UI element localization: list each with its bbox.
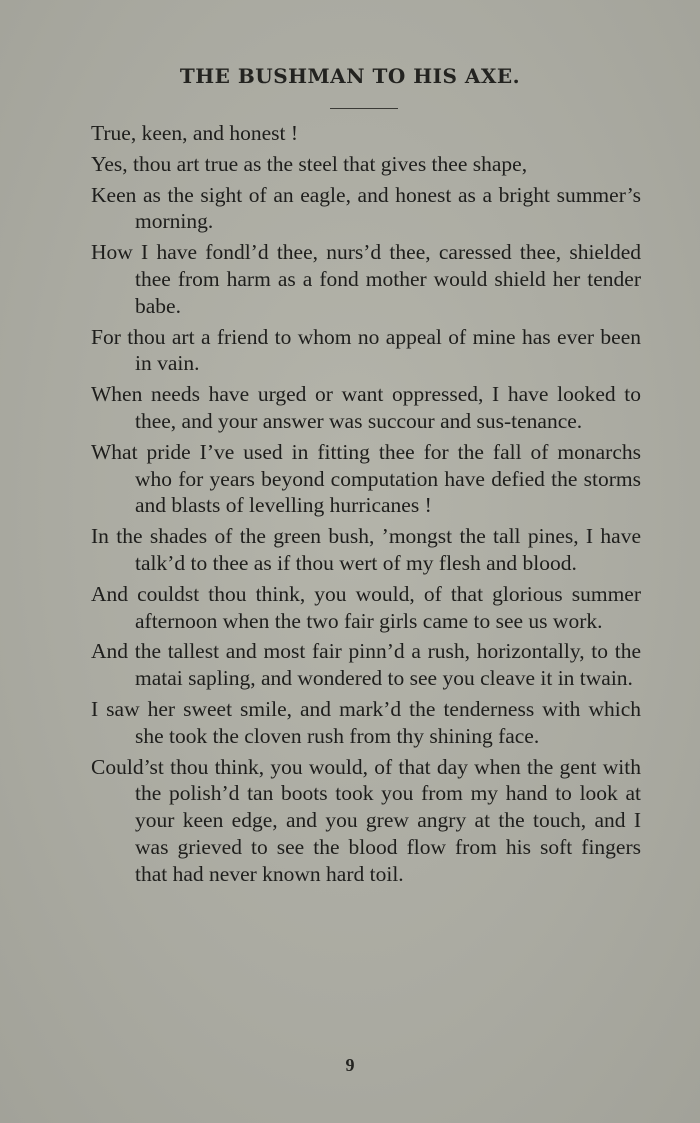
poem-line: And couldst thou think, you would, of that glorious summer afternoon when the two fair girls came to see us work.	[91, 581, 641, 633]
poem-line: Could’st thou think, you would, of that day when the gent with the polish’d tan boots took you from my hand to look at your keen edge, and you grew angry at the touch, and I was grieved to see the blood flow from his soft fingers that had never known hard toil.	[91, 754, 641, 886]
poem-body	[91, 120, 641, 892]
poem-line: And the tallest and most fair pinn’d a rush, horizontally, to the matai sapling, and wondered to see you cleave it in twain.	[91, 639, 641, 691]
poem-line: When needs have urged or want oppressed, I have looked to thee, and your answer was succour and sus-tenance.	[91, 382, 641, 433]
title-rule	[330, 108, 398, 109]
poem-line: What pride I’ve used in fitting thee for the fall of monarchs who for years beyond computation have defied the storms and blasts of levelling hurricanes !	[91, 439, 641, 518]
poem-line: For thou art a friend to whom no appeal of mine has ever been in vain.	[91, 324, 641, 376]
page-number: 9	[345, 1055, 355, 1075]
poem-line: Keen as the sight of an eagle, and honest as a bright summer’s morning.	[91, 182, 641, 234]
poem-line: In the shades of the green bush, ’mongst the tall pines, I have talk’d to thee as if thou wert of my flesh and blood.	[91, 524, 641, 575]
page-title: THE BUSHMAN TO HIS AXE.	[179, 64, 521, 88]
poem-line: I saw her sweet smile, and mark’d the tenderness with which she took the cloven rush from thy shining face.	[91, 696, 641, 748]
poem-line: Yes, thou art true as the steel that gives thee shape,	[91, 151, 528, 176]
poem-line: True, keen, and honest !	[91, 121, 299, 145]
poem-line: How I have fondl’d thee, nurs’d thee, caressed thee, shielded thee from harm as a fond mother would shield her tender babe.	[91, 240, 641, 318]
